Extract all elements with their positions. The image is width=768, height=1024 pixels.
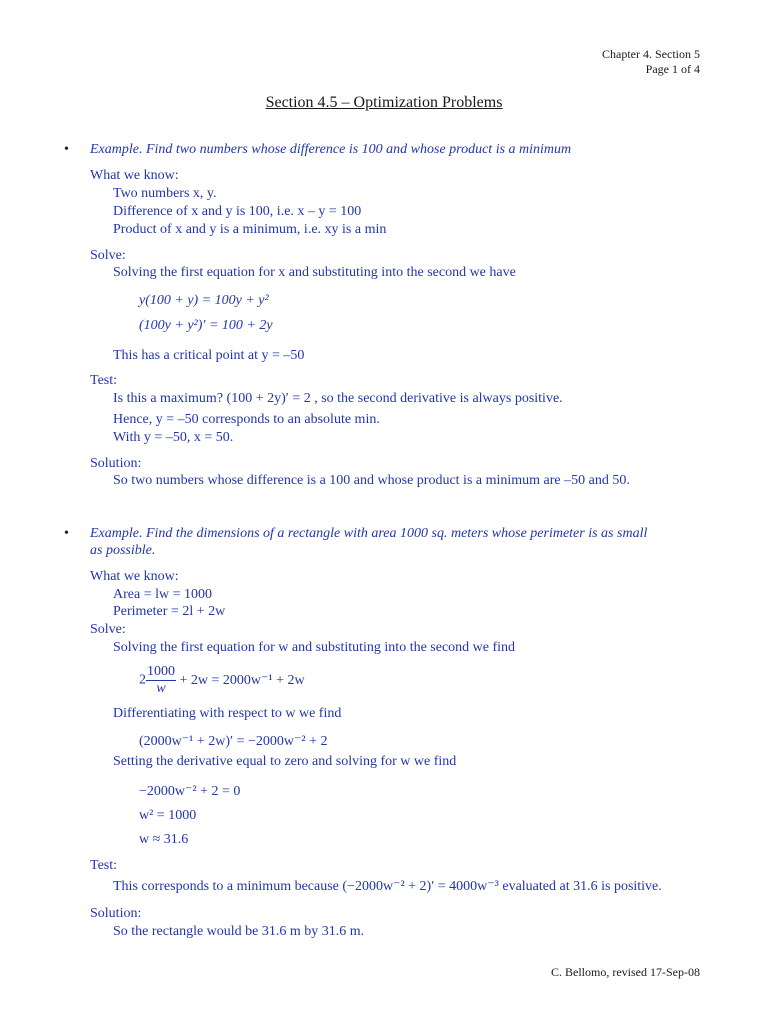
- ex1-know-3: Product of x and y is a minimum, i.e. xy is a min: [113, 222, 387, 237]
- ex2-frac-num: 1000: [146, 664, 176, 681]
- ex2-test-label: Test:: [90, 858, 118, 873]
- ex1-equation-2: (100y + y²)′ = 100 + 2y: [139, 318, 273, 333]
- ex2-equation-5: w ≈ 31.6: [139, 832, 189, 847]
- example1-heading: Example. Find two numbers whose difference is 100 and whose product is a minimum: [90, 142, 572, 157]
- ex2-equation-1: [139, 664, 305, 697]
- bullet-icon: •: [64, 142, 69, 157]
- ex2-know-label: What we know:: [90, 569, 179, 584]
- ex2-solution-label: Solution:: [90, 906, 142, 921]
- ex1-solution-text: So two numbers whose difference is a 100 and whose product is a minimum are –50 and 50.: [113, 473, 630, 488]
- bullet-icon: •: [64, 526, 69, 541]
- header-page: Page 1 of 4: [645, 62, 700, 76]
- header-chapter: Chapter 4. Section 5: [602, 47, 700, 61]
- ex1-test-3: With y = –50, x = 50.: [113, 430, 234, 445]
- ex1-solve-label: Solve:: [90, 248, 126, 263]
- ex1-know-1: Two numbers x, y.: [113, 186, 217, 201]
- ex2-set-text: Setting the derivative equal to zero and solving for w we find: [113, 754, 457, 769]
- ex1-solve-text: Solving the first equation for x and substituting into the second we have: [113, 265, 516, 280]
- ex1-test-1: Is this a maximum? (100 + 2y)′ = 2 , so the second derivative is always positive.: [113, 391, 563, 406]
- ex2-equation-3: −2000w⁻² + 2 = 0: [139, 784, 241, 799]
- example2-heading-line1: Example. Find the dimensions of a rectangle with area 1000 sq. meters whose perimeter is as small: [90, 526, 648, 541]
- ex1-solution-label: Solution:: [90, 456, 142, 471]
- ex2-equation-2: (2000w⁻¹ + 2w)′ = −2000w⁻² + 2: [139, 734, 328, 749]
- ex1-test-label: Test:: [90, 373, 118, 388]
- ex2-solution-text: So the rectangle would be 31.6 m by 31.6 m.: [113, 924, 365, 939]
- ex1-test-2: Hence, y = –50 corresponds to an absolute min.: [113, 412, 380, 427]
- ex2-know-1: Area = lw = 1000: [113, 587, 212, 602]
- ex1-know-label: What we know:: [90, 168, 179, 183]
- ex2-frac-coef: 2: [139, 672, 146, 688]
- ex1-critical-point: This has a critical point at y = –50: [113, 348, 305, 363]
- ex2-frac-den: w: [156, 681, 166, 697]
- ex2-diff-text: Differentiating with respect to w we find: [113, 706, 342, 721]
- ex2-equation-1-rest: + 2w = 2000w⁻¹ + 2w: [179, 673, 305, 689]
- ex2-fraction: [146, 664, 176, 697]
- ex2-solve-text: Solving the first equation for w and substituting into the second we find: [113, 640, 516, 655]
- ex2-test-text: This corresponds to a minimum because (−2000w⁻² + 2)′ = 4000w⁻³ evaluated at 31.6 is positive.: [113, 879, 662, 894]
- footer-credit: C. Bellomo, revised 17-Sep-08: [551, 965, 700, 979]
- example2-heading-line2: as possible.: [90, 543, 156, 558]
- ex2-know-2: Perimeter = 2l + 2w: [113, 604, 226, 619]
- ex1-know-2: Difference of x and y is 100, i.e. x – y = 100: [113, 204, 362, 219]
- ex2-solve-label: Solve:: [90, 622, 126, 637]
- ex1-equation-1: y(100 + y) = 100y + y²: [139, 293, 269, 308]
- ex2-equation-4: w² = 1000: [139, 808, 197, 823]
- page-title: Section 4.5 – Optimization Problems: [265, 94, 503, 111]
